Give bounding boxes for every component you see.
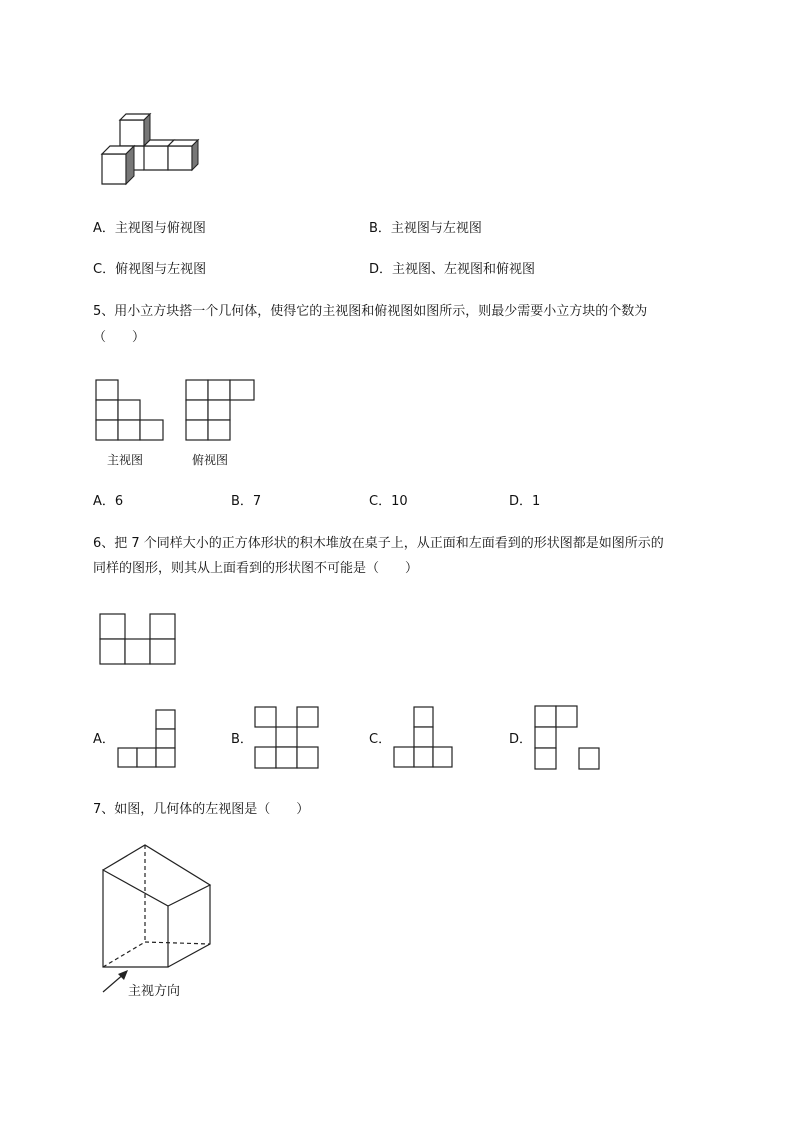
q4-option-a-text: 主视图与俯视图: [114, 221, 206, 236]
q6-stem-line2: 同样的图形，则其从上面看到的形状图不可能是（ ）: [93, 561, 419, 576]
q6-option-c-figure[interactable]: [394, 707, 456, 771]
q5-option-c-letter: C．: [369, 494, 392, 509]
q6-stem-line1: 6、把 7 个同样大小的正方体形状的积木堆放在桌子上，从正面和左面看到的形状图都是如图所示的: [93, 536, 664, 551]
q5-option-a[interactable]: [93, 494, 123, 510]
q6-option-a-letter[interactable]: A．: [93, 732, 115, 747]
q4-option-b-letter: B．: [369, 221, 391, 236]
q6-option-b-figure[interactable]: [255, 707, 321, 771]
q4-option-b-text: 主视图与左视图: [390, 221, 482, 236]
q6-option-a-figure[interactable]: [118, 710, 178, 772]
q5-option-a-text: 6: [114, 494, 124, 509]
q6-option-d-figure[interactable]: [535, 706, 603, 772]
q6-option-b-letter[interactable]: B．: [231, 732, 253, 747]
q7-solid-figure: [98, 842, 214, 972]
q5-top-view-figure: [186, 380, 256, 442]
q5-front-view-figure: [96, 380, 166, 442]
q5-option-d-letter: D．: [509, 494, 533, 509]
q5-option-a-letter: A．: [93, 494, 115, 509]
q4-option-d-text: 主视图、左视图和俯视图: [392, 262, 536, 277]
q4-option-a[interactable]: [93, 221, 206, 237]
q7-stem: 7、如图，几何体的左视图是（ ）: [93, 802, 310, 817]
q4-cubes-figure: [98, 110, 204, 190]
q5-option-c-text: 10: [391, 494, 408, 509]
q5-option-d[interactable]: [509, 494, 540, 510]
q5-option-c[interactable]: [369, 494, 408, 510]
q5-front-view-label: 主视图: [107, 453, 144, 467]
q6-view-figure: [100, 614, 178, 666]
q5-top-view-label: 俯视图: [192, 453, 229, 467]
q4-option-a-letter: A．: [93, 221, 115, 236]
q5-option-d-text: 1: [532, 494, 541, 509]
q5-option-b[interactable]: [231, 494, 261, 510]
q5-option-b-text: 7: [252, 494, 262, 509]
q4-option-c[interactable]: [93, 262, 206, 278]
q4-option-d[interactable]: [369, 262, 535, 278]
q5-stem-line2: （ ）: [93, 330, 146, 345]
q7-direction-label: 主视方向: [128, 984, 181, 999]
q4-option-d-letter: D．: [369, 262, 393, 277]
q4-option-c-letter: C．: [93, 262, 116, 277]
q4-option-c-text: 俯视图与左视图: [115, 262, 207, 277]
q5-stem-line1: 5、用小立方块搭一个几何体，使得它的主视图和俯视图如图所示，则最少需要小立方块的个数为: [93, 304, 648, 319]
q4-option-b[interactable]: [369, 221, 482, 237]
q5-option-b-letter: B．: [231, 494, 253, 509]
q6-option-d-letter[interactable]: D．: [509, 732, 533, 747]
q6-option-c-letter[interactable]: C．: [369, 732, 392, 747]
